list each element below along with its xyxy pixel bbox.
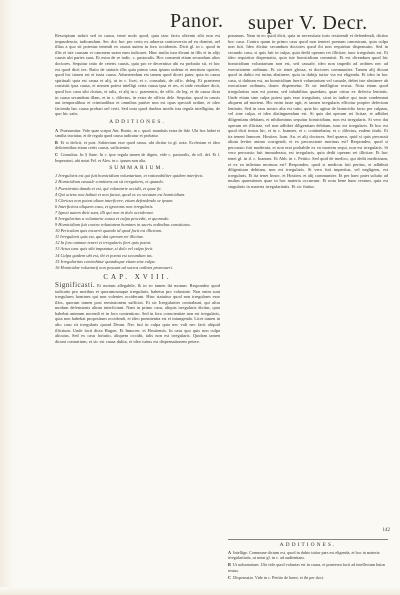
additio-letter: A (228, 550, 232, 555)
summarium-item: 9 Homicidium fuit contra voluntatem homines in sacris ordinibus constitutos. (55, 222, 191, 228)
additio-letter: B (228, 562, 231, 568)
summarium-list (55, 173, 220, 270)
summarium-item: 11 Irregularis quis est, qui dat operam rei illicitae. (55, 234, 145, 240)
right-additio-c (228, 575, 388, 580)
summarium-item: 1 Irregularis est qui fuit homicidium voluntarium, et rationabiliter quidem interfecit. (55, 173, 204, 179)
left-additiones-title: ADDITIONES. (109, 118, 166, 125)
summarium-item: 6 Interficiens aliquem casu, et ignorans non irregularis. (55, 203, 154, 209)
summarium-item: 2 Homicidium casuale comittens an sit irregularis, et quando. (55, 179, 164, 185)
summarium-item: 16 Homicidae voluntarij non possunt ad sacros ordines promoueri. (55, 264, 173, 270)
left-column (55, 33, 220, 581)
additio-text: Praesumitur. Vide quae scripsi Ant. Butrio, in c. quod. mandatis extra de fide. Ubi hoc habet et similia tractatur, et de regula quod causa iudicatur et probatur. (55, 127, 220, 138)
summarium-item: 14 Culpa quidem ubi est, ibi et poena est secundum ius. (55, 252, 153, 258)
summarium-item: 8 Irregularitas a voluntaria causa et culpa procedit, et quomodo. (55, 215, 170, 221)
chapter-text: Et motum allegabile, & in eo tamen ibi motum. Respondeo quod iudicatio pro motibus et quorumcumque irregularis, habetur pro voluntate. Non enim sunt irregulares homines qui non volentes occiderunt. Hinc statuitur quod non irregulares esse illos, quorum tamen post remissionem sufficiat. Et sic Irregulariter contrahunt, qui ultra modum defensionis alium interficiunt. Nam in primo casu, aliquis irregularis dicitur, quia habebat animum nocendi et in foro contentioso. Sed in foro conscientiae non est irregularis, quia non habebat propositum occidendi, et ideo poenitentia est ei iniungenda. Licet tamen in alio casu sit irregularis quoad Deum. Nec fuit in culpa quia nec vult nec facit aliquid illicitum. Unde facit dicta Hugon. Et Innocen. et Hostiensis. In casu quo quis non culpa alicuius. Sed ex casu fortuito, aliquem occidit, talis non est irregularis. Quidam tamen dicunt contrarium, et sic est causa dubia, et ideo tutius est dispensationem petere. (55, 282, 220, 344)
additio-letter: B (55, 139, 58, 145)
right-additio-b (228, 562, 388, 572)
additio-letter: C (228, 574, 232, 580)
divider-rule (228, 539, 388, 540)
header-word-panor: Panor. (170, 10, 224, 32)
summarium-item: 3 Poenitentia danda ei est, qui voluntarie occidit, et quae fit. (55, 185, 162, 191)
page-edge-shading (0, 0, 14, 595)
left-additio-a (55, 128, 220, 138)
chapter-body (55, 280, 220, 345)
summarium-item: 7 Ignoti autem dicti sunt, illi qui non in dolo occiderunt. (55, 209, 154, 215)
header-word-decr: super V. Decr. (248, 12, 368, 34)
right-column (228, 33, 388, 531)
right-additio-a (228, 550, 388, 560)
summarium-item: 13 Actus tunc quis sibi imputatur, si dolo vel culpa fecit. (55, 246, 154, 252)
summarium-item: 15 Irregularitas contrahitur quandoque etiam sine culpa. (55, 258, 156, 264)
left-additio-c (55, 152, 220, 162)
additio-text: Consultus. In § Sane. In c. ipse regula tamen de dignis, vide c. pastoralis, de off. del. Et l. Imperatori, ubi notat Fel. et Alex. in c. ipsum non alia. (55, 152, 220, 163)
additio-text: Intellige. Commune dictum est, quod in dubio tutior pars est eligenda, et hoc in materia irregularitatis, ut notat gl. in c. ad audientiam. (228, 550, 380, 561)
chapter-heading: CAP. XVIII. (103, 273, 172, 282)
summarium-item: 12 In foro animae teneri et irregularis fieri quis potest. (55, 240, 152, 246)
right-additiones-title: ADDITIONES. (279, 542, 337, 548)
page-number: 142 (382, 528, 390, 533)
additio-text: Ut uoluntarium. Ubi vide quod voluntas est in causa, et praeterea facit ad intellectum huius textus. (228, 562, 386, 573)
summarium-title: SUMMARIUM. (109, 164, 166, 171)
left-additiones-list (55, 128, 220, 163)
additio-text: Et si deficit, et post. Subiectum esse quod causa, ubi dicitur in gl. nota. Ecclesiam et ideo deficientibus etiam certis causis, sufficienter. (55, 139, 220, 151)
additio-letter: A (55, 127, 59, 133)
additio-text: Dispensatio. Vide in c. Petitio de homi. et ibi per doct. (233, 574, 324, 580)
page-bottom-shading (0, 587, 400, 595)
summarium-item: 4 Qui sciens non habuit et non faciat, quod ex eo secutum est homicidium. (55, 191, 186, 197)
chapter-lead-word: Significasti. (55, 280, 96, 289)
left-intro-text: Rescriptum noluit sed in causa, tenet nodo quod, quia tanc factu obtentu sibi non est imprudencia, iudicandum. Sec dco hoc pro certo ex aduersa controversia ad eu domini, uel illius a quo sit potestas tenendi ex causis autem in foro occidentis. Dicit gl. in c. quod in illis et iste causam vt canonem suam eum iudicaret. Hinc multa iura dicunt in illis et in alijs causis ubi partes suas. Et extra de re iudic. c. pastoralis. Hoc conuenit etiam secundum alios doctores. Sequitur ratio de ceteris causis, quia pro re decernitur ubi ea probatio sit, et hoc est quod dicit tex. Ratio de statutis illis quia primo casu ipsum uidetur et meritum oportet, quod hic tamen est et iusta causa. Aduertendum est tamen quod diceri pater, quia in causa spirituali quia est causa et alij, ut in c. licet, et c. consuluit, de offic. deleg. Et praeterea consistit ipsa causa, et nomen potest intelligi certa causa ipsa et res, et inde resultare dicit, quod hoc casu sibi cluitas, et talis, et alij in c. praesentis, de offic. de leg. et de causa dicta in causa secundum illam, et in c. dilectus, in extra de officio dele. Sequitur, quod in causis aut temporalibus et criminalibus et omnibus pariter non est opus speciali ordine, et ideo facienda hac causa probari uel certi. Sed nota quod duobus modis ista regula intelligitur, de quo hic satis. (55, 33, 220, 117)
right-main-text: ponamus. Nam in eo quod dicit, quia in necessitate iuris resistendi et defendendi, dicitur hoc casu. Contra quam in primo casu quod non teneret poenam canonicam, quia culpa non fuit. Ideo dicitur secundum doctores quod ibi non requiritur dispensatio. Sed in secundo casu, si quis fuit in culpa, quia dedit operam rei illicitae, tunc irregularis est. Et ideo requiritur dispensatio, quia iste homicidium commisit. Et est dicendum quod hic homicidium voluntarium non est, sed casuale, ideo non impedit ad ordines nec ad executionem ordinum. Et sic tenet glossa, et doctores communiter. Tamen alij dicunt quod in dubio est tutius abstinere, quia in dubijs tutior via est eligenda. Et ideo in hoc casu, si dubium est, an homicidium fuerit voluntarium vel casuale, debet iste abstinere ab executione ordinum, donec dispensetur. Et sic intelligitur textus. Nota etiam quod irregularitas non est poena, sed inhabilitas quaedam, quae oritur ex defectu lenitatis. Unde etiam sine culpa potest quis esse irregularis, sicut in iudice qui iuste condemnat aliquem ad mortem. Hic enim iuste agit, et tamen irregularis efficitur propter defectum lenitatis. Sed in casu nostro alia est ratio, quia hic agitur de homicidio facto per culpam, vel sine culpa, et ideo distinguendum est. Si quis dat operam rei licitae, et adhibet diligentiam debitam, et nihilominus sequitur homicidium, non est irregularis. Si vero dat operam rei illicitae, vel non adhibet diligentiam debitam, tunc est irregularis. Et hoc est quod dicit textus hic, et in c. Ioannes, et c. continebatur, et c. dilectus, eodem titulo. Et ita tenent Innocen. Hostien. Ioan. An. et alij doctores. Sed quaero, quid si quis percussit alium leviter animo corrigendi, et ex percussione mortuus est? Respondeo, quod si percussio fuit moderata, et non erat probabile ex ea mortem sequi, non est irregularis. Si vero percussio fuit immoderata, est irregularis, quia dedit operam rei illicitae. Et hoc tenet gl. in d. c. Ioannes. Et Abb. in c. Petitio. Sed quid de medico, qui dedit medicinam, et ex ea infirmus mortuus est? Respondeo, quod si medicus fuit peritus, et adhibuit diligentiam debitam, non est irregularis. Si vero fuit imperitus, vel negligens, est irregularis. Et ita tenet Innoc. et Hostien. et alij communiter. Et per haec patet solutio ad multas quaestiones quae in hac materia occurrunt. Et nota bene hunc textum, quia est singularis in materia irregularitatis. Et sic finitur. (228, 33, 388, 190)
left-additio-b (55, 140, 220, 150)
summarium-item: 5 Clericus non potest alium interficere, etiam defendendo se ipsum. (55, 197, 174, 203)
right-additiones (228, 536, 388, 582)
additio-letter: C (55, 152, 59, 158)
summarium-item: 10 Periculum quis incurrit quando id quod facit est illicitum. (55, 228, 163, 234)
